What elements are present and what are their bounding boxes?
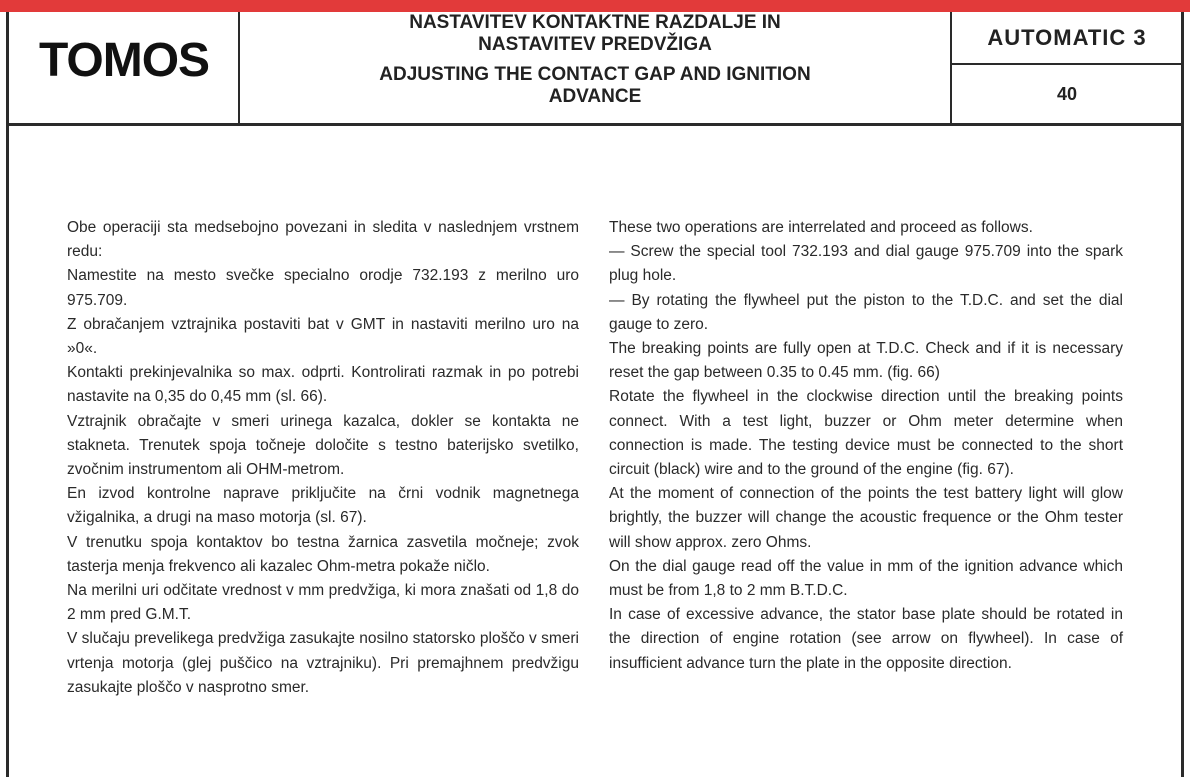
paragraph: On the dial gauge read off the value in mm of the ignition advance which must be from 1,8 to 2 mm B.T.D.C. — [609, 557, 1123, 600]
title-sl-line-2: NASTAVITEV PREDVŽIGA — [478, 34, 712, 55]
header-bottom-rule — [6, 123, 1184, 126]
paragraph: — Screw the special tool 732.193 and dial gauge 975.709 into the spark plug hole. — [609, 243, 1123, 285]
paragraph: These two operations are interrelated and proceed as follows. — [609, 219, 1033, 236]
paragraph: Namestite na mesto svečke specialno orodje 732.193 z merilno uro 975.709. — [67, 267, 579, 309]
page-number: 40 — [1056, 83, 1078, 104]
brand-logo: TOMOS — [38, 33, 210, 87]
model-name: AUTOMATIC 3 — [987, 25, 1147, 50]
paragraph: V slučaju prevelikega predvžiga zasukajte nosilno statorsko ploščo v smeri vrtenja motorja (glej puščico na vztrajniku). Pri premajhnem predvžigu zasukajte ploščo v nasprotno smer. — [67, 630, 579, 696]
title-sl-line-1: NASTAVITEV KONTAKTNE RAZDALJE IN — [409, 12, 781, 33]
paragraph: Z obračanjem vztrajnika postaviti bat v GMT in nastaviti merilno uro na »0«. — [67, 315, 579, 358]
header-divider-left — [238, 12, 240, 125]
paragraph: At the moment of connection of the points the test battery light will glow brightly, the buzzer will change the acoustic frequence or the Ohm tester will show approx. zero Ohms. — [609, 485, 1123, 551]
title-slovenian — [242, 12, 948, 56]
paragraph: Kontakti prekinjevalnika so max. odprti. Kontrolirati razmak in po potrebi nastavite na 0,35 do 0,45 mm (sl. 66). — [67, 364, 579, 406]
header-divider-model — [952, 63, 1184, 65]
english-text-column — [609, 216, 1123, 676]
paragraph: — By rotating the flywheel put the piston to the T.D.C. and set the dial gauge to zero. — [609, 291, 1123, 333]
title-en-line-2: ADVANCE — [548, 86, 642, 107]
paragraph: V trenutku spoja kontaktov bo testna žarnica zasvetila močneje; zvok tasterja menja frekvenco ali kazalec Ohm-metra pokaže ničlo. — [67, 533, 579, 575]
paragraph: En izvod kontrolne naprave priključite na črni vodnik magnetnega vžigalnika, a drugi na maso motorja (sl. 67). — [67, 485, 579, 527]
title-english — [242, 64, 948, 108]
paragraph: Vztrajnik obračajte v smeri urinega kazalca, dokler se kontakta ne stakneta. Trenutek spoja točneje določite s testno baterijsko svetilko, zvočnim instrumentom ali OHM-metrom. — [67, 412, 579, 479]
header-divider-right — [950, 12, 952, 125]
slovenian-text-column — [67, 216, 579, 700]
paragraph: Obe operaciji sta medsebojno povezani in sledita v naslednjem vrstnem redu: — [67, 219, 579, 261]
paragraph: Rotate the flywheel in the clockwise direction until the breaking points connect. With a test light, buzzer or Ohm meter determine when connection is made. The testing device must be connected to the short circuit (black) wire and to the ground of the engine (fig. 67). — [609, 388, 1123, 479]
paragraph: In case of excessive advance, the stator base plate should be rotated in the direction of engine rotation (see arrow on flywheel). In case of insufficient advance turn the plate in the opposite direction. — [609, 606, 1123, 672]
title-en-line-1: ADJUSTING THE CONTACT GAP AND IGNITION — [379, 64, 811, 85]
paragraph: The breaking points are fully open at T.D.C. Check and if it is necessary reset the gap between 0.35 to 0.45 mm. (fig. 66) — [609, 340, 1123, 382]
page-title — [242, 12, 948, 122]
paragraph: Na merilni uri odčitate vrednost v mm predvžiga, ki mora znašati od 1,8 do 2 mm pred G.M.T. — [67, 582, 579, 624]
top-color-bar — [0, 0, 1190, 12]
